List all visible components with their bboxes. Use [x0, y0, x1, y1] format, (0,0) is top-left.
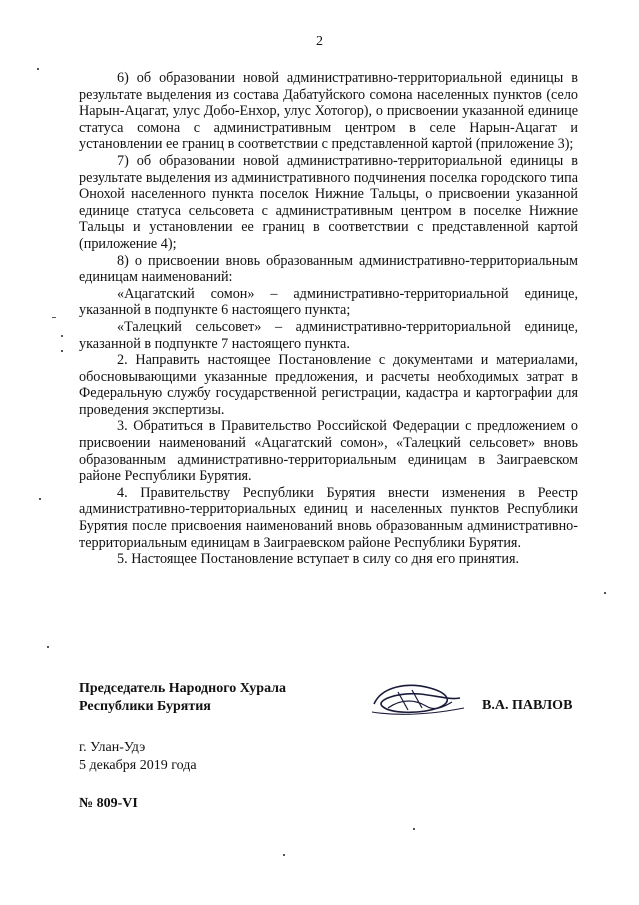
page-number: 2: [316, 34, 323, 49]
paragraph: 8) о присвоении вновь образованным административно-территориальным единицам наименований:: [79, 252, 578, 286]
paragraph: 5. Настоящее Постановление вступает в силу со дня его принятия.: [117, 551, 520, 568]
place: г. Улан-Удэ: [79, 740, 146, 755]
scan-speck: [413, 828, 415, 830]
handwritten-signature: [368, 678, 468, 722]
scan-speck: [47, 646, 49, 648]
paragraph: 3. Обратиться в Правительство Российской Федерации с предложением о присвоении наименований «Ацагатский сомон», «Талецкий сельсовет» вновь образованным административно-территориальным единицам в Заиграевском районе Республики Бурятия.: [79, 418, 578, 485]
paragraph: «Талецкий сельсовет» – административно-территориальной единице, указанной в подпункте 7 настоящего пункта.: [79, 318, 578, 352]
scan-speck: [37, 68, 39, 70]
signatory-title-line1: Председатель Народного Хурала: [79, 681, 287, 696]
scan-speck: [52, 317, 56, 318]
paragraph: 4. Правительству Республики Бурятия внести изменения в Реестр административно-территориальных единиц и населенных пунктов Республики Бурятия после присвоения наименований вновь образованным административно-территориальным единицам в Заиграевском районе Республики Бурятия.: [79, 484, 578, 551]
paragraph: 6) об образовании новой административно-территориальной единицы в результате выделения из состава Дабатуйского сомона населенных пунктов (село Нарын-Ацагат, улус Добо-Енхор, улус Хотогор), о присвоении указанной единице статуса сомона с административным центром в селе Нарын-Ацагат и установлении ее границ в соответствии с представленной картой (приложение 3);: [79, 70, 578, 153]
signatory-title-line2: Республики Бурятия: [79, 698, 211, 714]
scan-speck: [61, 335, 63, 337]
paragraph: «Ацагатский сомон» – административно-территориальной единице, указанной в подпункте 6 настоящего пункта;: [79, 285, 578, 319]
scan-speck: [283, 854, 285, 856]
scan-speck: [61, 350, 63, 352]
document-number: № 809-VI: [79, 796, 138, 811]
paragraph: 7) об образовании новой административно-территориальной единицы в результате выделения из административного подчинения поселка городского типа Онохой населенного пункта поселок Нижние Тальцы, о присвоении указанной единице статуса сельсовета с административным центром в поселке Нижние Тальцы и установлении ее границ в соответствии с представленной картой (приложение 4);: [79, 152, 578, 252]
signatory-name: В.А. ПАВЛОВ: [482, 698, 573, 713]
scan-speck: [39, 498, 41, 500]
scan-speck: [604, 592, 606, 594]
document-body: [79, 70, 578, 568]
place-date-block: [79, 739, 197, 774]
date: 5 декабря 2019 года: [79, 757, 197, 773]
paragraph: 2. Направить настоящее Постановление с документами и материалами, обосновывающими указанные предложения, и расчеты необходимых затрат в Федеральную службу государственной регистрации, кадастра и картографии для проведения экспертизы.: [79, 352, 578, 418]
